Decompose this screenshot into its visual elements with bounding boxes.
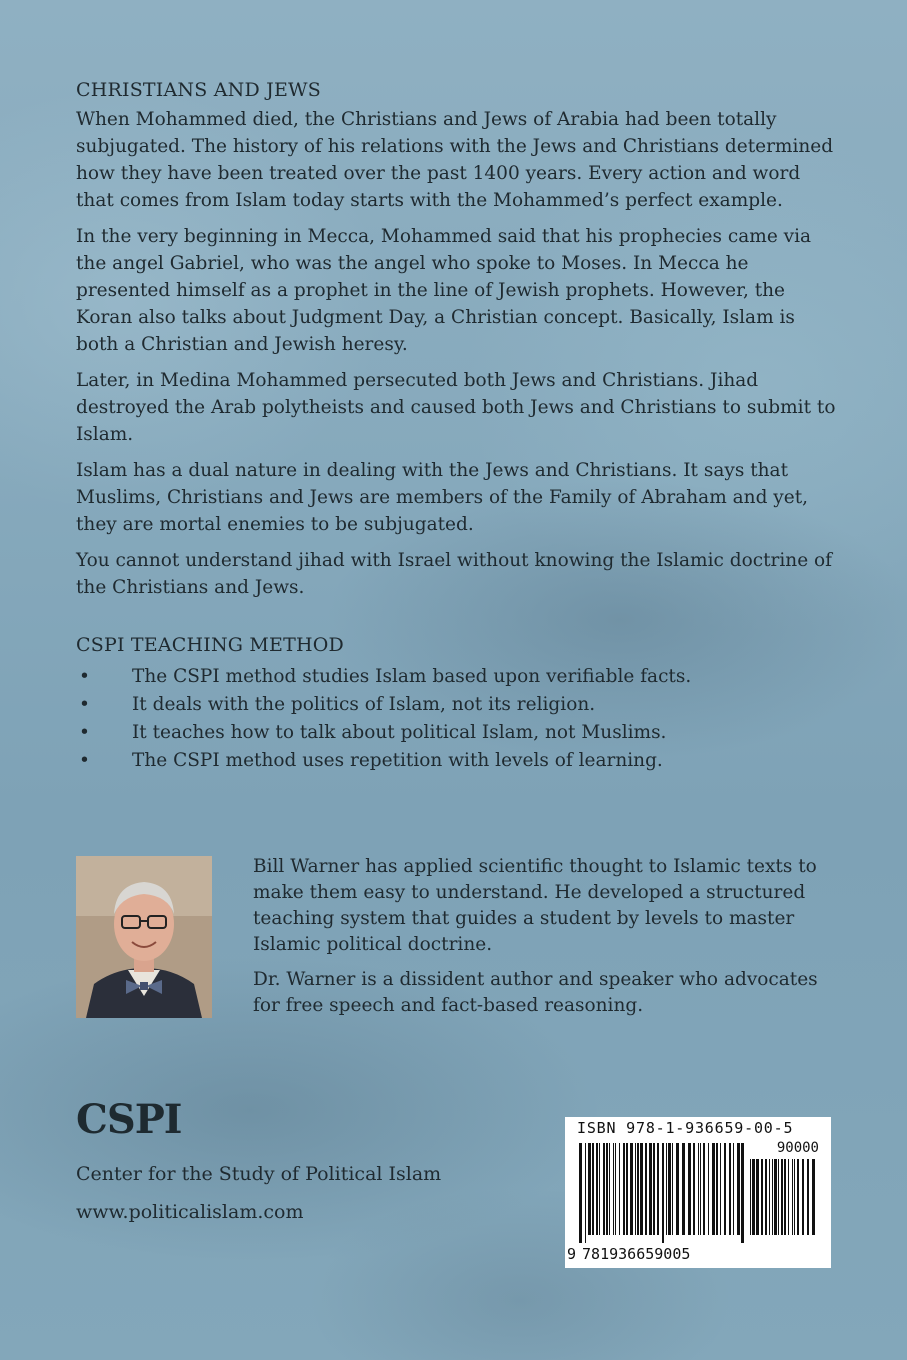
publisher-website[interactable]: www.politicalislam.com [76,1201,304,1223]
barcode-bar [802,1159,804,1235]
barcode-bar [729,1143,731,1235]
barcode-bar [741,1143,744,1243]
author-photo [76,856,212,1018]
barcode-bar [635,1143,636,1235]
barcode-bar [603,1143,605,1235]
section-heading: CSPI TEACHING METHOD [76,634,344,656]
barcode-main-bars [579,1143,745,1243]
barcode-bar [784,1159,786,1235]
barcode-bar [682,1143,685,1235]
barcode-bar [774,1159,777,1235]
isbn-barcode [565,1117,831,1268]
barcode-bar [613,1143,614,1235]
list-item-text: It teaches how to talk about political Islam, not Muslims. [132,722,667,743]
barcode-bar [630,1143,633,1235]
bio-paragraph: Bill Warner has applied scientific thought to Islamic texts to make them easy to understand. He developed a structured teaching system that guides a student by levels to master Islamic political doctrine. [253,856,817,955]
barcode-bar [720,1143,721,1235]
barcode-bar [596,1143,598,1235]
barcode-bar [724,1143,726,1235]
barcode-bar [688,1143,691,1235]
barcode-bar [623,1143,625,1235]
barcode-bar [599,1143,600,1235]
isbn-label: ISBN 978-1-936659-00-5 [577,1119,794,1137]
author-portrait-icon [76,856,212,1018]
barcode-bar [752,1159,755,1235]
barcode-bar [676,1143,679,1235]
author-bio [253,854,843,1028]
barcode-bar [649,1143,652,1235]
barcode-bar [761,1159,763,1235]
barcode-bar [712,1143,715,1235]
barcode-bar [772,1159,773,1235]
list-item-text: The CSPI method studies Islam based upon verifiable facts. [132,666,692,687]
barcode-bar [588,1143,591,1235]
bullet-icon: • [79,750,90,771]
list-item-text: It deals with the politics of Islam, not its religion. [132,694,596,715]
barcode-bar [619,1143,620,1235]
paragraph: In the very beginning in Mecca, Mohammed said that his prophecies came via the angel Gabriel, who was the angel who spoke to Moses. In Mecca he presented himself as a prophet in the line of Jewish prophets. However, the Koran also talks about Judgment Day, a Christian concept. Basically, Islam is both a Christian and Jewish heresy. [76,226,812,355]
barcode-bar [657,1143,659,1235]
list-item [76,719,836,747]
barcode-bar [756,1159,759,1235]
barcode-bar [788,1159,789,1235]
barcode-digit-first: 9 [567,1245,577,1263]
barcode-bar [807,1159,809,1235]
barcode-bar [750,1159,751,1235]
barcode-digits-rest: 781936659005 [582,1245,691,1263]
content-area [76,78,836,775]
paragraph: You cannot understand jihad with Israel without knowing the Islamic doctrine of the Christians and Jews. [76,550,833,598]
barcode-bar [662,1143,664,1243]
paragraph: Later, in Medina Mohammed persecuted both Jews and Christians. Jihad destroyed the Arab polytheists and caused both Jews and Christians to submit to Islam. [76,370,836,445]
barcode-bar [733,1143,734,1235]
barcode-bar [716,1143,718,1235]
barcode-bar [668,1143,671,1235]
barcode-bar [778,1159,779,1235]
barcode-bar [609,1143,610,1235]
list-item [76,663,836,691]
barcode-bar [645,1143,647,1235]
barcode-bar [797,1159,799,1235]
barcode-bar [769,1159,770,1235]
bullet-icon: • [79,722,90,743]
barcode-bar [708,1143,709,1235]
bio-paragraph: Dr. Warner is a dissident author and speaker who advocates for free speech and fact-based reasoning. [253,969,818,1016]
barcode-bar [812,1159,815,1235]
barcode-bar [693,1143,695,1235]
bullet-icon: • [79,666,90,687]
barcode-bar [615,1143,616,1235]
section-heading: CHRISTIANS AND JEWS [76,79,321,101]
list-item [76,747,836,775]
barcode-bar [781,1159,783,1235]
barcode-bar [765,1159,767,1235]
bullet-icon: • [79,694,90,715]
list-item [76,691,836,719]
barcode-digits [567,1245,829,1263]
barcode-addon-bars [750,1159,818,1243]
barcode-bar [579,1143,582,1243]
barcode-bar [700,1143,701,1235]
list-item-text: The CSPI method uses repetition with levels of learning. [132,750,663,771]
publisher-logo: CSPI [76,1096,182,1143]
barcode-bar [640,1143,643,1235]
paragraph: When Mohammed died, the Christians and Jews of Arabia had been totally subjugated. The history of his relations with the Jews and Christians determined how they have been treated over the past 1400 years. Every action and word that comes from Islam today starts with the Mohammed’s perfect example. [76,109,834,211]
barcode-bar [703,1143,705,1235]
barcode-bar [792,1159,793,1235]
author-block [76,856,836,1018]
paragraph: Islam has a dual nature in dealing with the Jews and Christians. It says that Muslims, Christians and Jews are members of the Family of Abraham and yet, they are mortal enemies to be subjugated. [76,460,809,535]
barcode-bar [592,1143,594,1235]
barcode-bar [672,1143,673,1235]
barcode-bar [653,1143,655,1235]
barcode-bar [606,1143,608,1235]
section-christians-and-jews [76,78,836,601]
bullet-list [76,663,836,775]
barcode-bar [737,1143,740,1235]
barcode-bar [585,1143,586,1243]
barcode-bar [626,1143,628,1235]
barcode-bar [637,1143,639,1235]
publisher-name: Center for the Study of Political Islam [76,1163,442,1185]
barcode-bar [794,1159,795,1235]
barcode-bar [666,1143,667,1235]
section-teaching-method [76,633,836,775]
price-code: 90000 [776,1140,819,1156]
barcode-bar [698,1143,699,1235]
